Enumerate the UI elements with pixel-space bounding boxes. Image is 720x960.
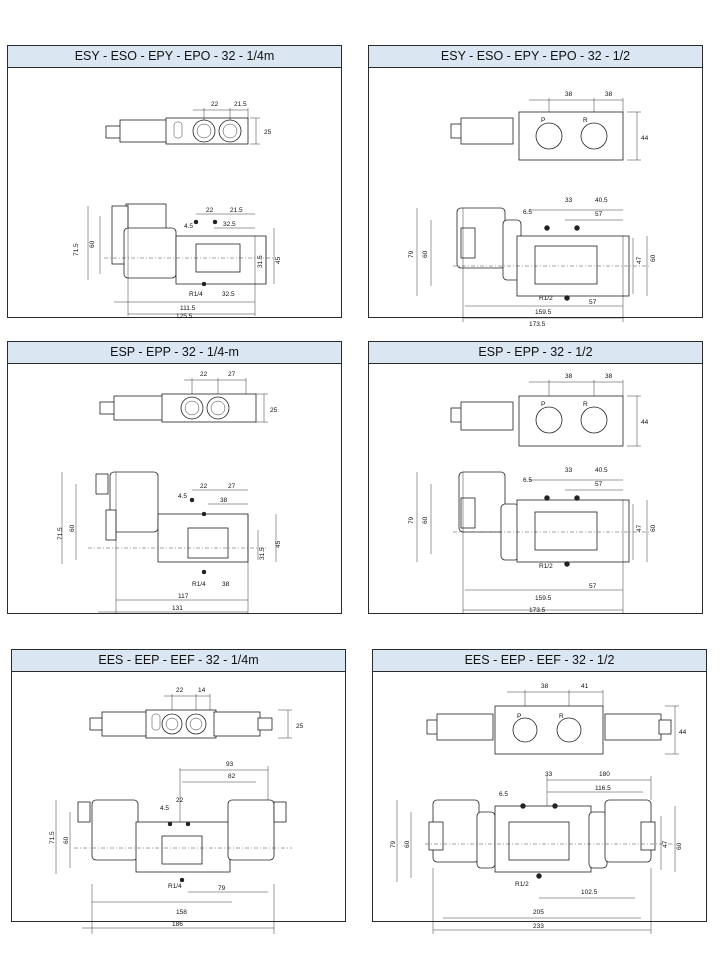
panel-title: ESY - ESO - EPY - EPO - 32 - 1/2: [369, 46, 702, 68]
dim-label: 117: [178, 593, 189, 600]
valve-drawing: [369, 68, 704, 328]
dim-label: 31.5: [257, 255, 264, 268]
dim-label: 158: [176, 909, 187, 916]
panel-ees-1-2: [372, 649, 707, 930]
dim-label: R1/4: [189, 291, 203, 298]
front-view: [408, 197, 657, 328]
dim-label: 57: [589, 583, 597, 590]
dim-label: 44: [679, 729, 687, 736]
panel-title: ESY - ESO - EPY - EPO - 32 - 1/4m: [8, 46, 341, 68]
port-label: R: [583, 117, 588, 124]
dim-label: 4.5: [184, 223, 194, 230]
top-view: [451, 373, 649, 446]
dim-label: 60: [422, 250, 429, 258]
dim-label: 57: [595, 211, 603, 218]
dim-label: 44: [641, 419, 649, 426]
front-view: [49, 761, 292, 934]
panel-title: ESP - EPP - 32 - 1/4-m: [8, 342, 341, 364]
dim-label: 25: [296, 723, 304, 730]
top-view: [451, 91, 649, 160]
dim-label: 38: [222, 581, 230, 588]
dim-label: 159.5: [535, 309, 552, 316]
top-view: [106, 101, 272, 144]
valve-drawing: [373, 672, 708, 930]
dim-label: 22: [206, 207, 214, 214]
drawing: [369, 364, 702, 613]
dim-label: 40.5: [595, 467, 608, 474]
dim-label: 159.5: [535, 595, 552, 602]
dim-label: 71.5: [73, 243, 80, 256]
dim-label: 31.5: [259, 547, 266, 560]
dim-label: 60: [676, 842, 683, 850]
dim-label: 22: [211, 101, 219, 108]
dim-label: 102.5: [581, 889, 598, 896]
panel-esp-1-4: [7, 341, 342, 614]
valve-drawing: [8, 68, 343, 319]
dim-label: 60: [404, 840, 411, 848]
dim-label: 60: [422, 516, 429, 524]
panel-esy-1-4: [7, 45, 342, 318]
valve-drawing: [12, 672, 347, 928]
port-label: R: [583, 401, 588, 408]
panel-esy-1-2: [368, 45, 703, 328]
panel-esp-1-2: [368, 341, 703, 614]
dim-label: 4.5: [160, 805, 170, 812]
dim-label: 25: [264, 129, 272, 136]
dim-label: 57: [589, 299, 597, 306]
panel-title: ESP - EPP - 32 - 1/2: [369, 342, 702, 364]
dim-label: R1/2: [515, 881, 529, 888]
drawing: [8, 68, 341, 320]
dim-label: 22: [200, 483, 208, 490]
dim-label: 173.5: [529, 321, 546, 328]
dim-label: 22: [176, 797, 184, 804]
dim-label: 82: [228, 773, 236, 780]
dim-label: R1/4: [168, 883, 182, 890]
port-label: P: [517, 713, 522, 720]
valve-drawing: [369, 364, 704, 615]
dim-label: R1/2: [539, 563, 553, 570]
drawing: [12, 672, 345, 928]
dim-label: 22: [176, 687, 184, 694]
dim-label: 60: [89, 240, 96, 248]
dim-label: 205: [533, 909, 544, 916]
dim-label: 25: [270, 407, 278, 414]
dim-label: 47: [636, 256, 643, 264]
dim-label: 79: [408, 250, 415, 258]
dim-label: 60: [650, 254, 657, 262]
panel-ees-1-4: [11, 649, 346, 928]
dim-label: 21.5: [234, 101, 247, 108]
dim-label: 45: [275, 256, 282, 264]
dim-label: 173.5: [529, 607, 546, 614]
dim-label: 6.5: [523, 209, 533, 216]
dim-label: 71.5: [49, 831, 56, 844]
port-label: R: [559, 713, 564, 720]
dim-label: 32.5: [223, 221, 236, 228]
drawing: [369, 68, 702, 328]
port-label: P: [541, 401, 546, 408]
front-view: [408, 467, 657, 614]
dim-label: 6.5: [523, 477, 533, 484]
dim-label: 33: [565, 467, 573, 474]
dim-label: 125.5: [176, 313, 193, 320]
dim-label: 79: [408, 516, 415, 524]
dim-label: 33: [545, 771, 553, 778]
dim-label: 233: [533, 923, 544, 930]
dim-label: 60: [650, 524, 657, 532]
top-view: [90, 687, 304, 738]
dim-label: 79: [218, 885, 226, 892]
dim-label: 116.5: [595, 785, 611, 792]
dim-label: 32.5: [222, 291, 235, 298]
front-view: [57, 472, 282, 614]
dim-label: 33: [565, 197, 573, 204]
dim-label: 57: [595, 481, 603, 488]
dim-label: 38: [220, 497, 228, 504]
dim-label: 22: [200, 371, 208, 378]
dim-label: 60: [63, 836, 70, 844]
front-view: [73, 204, 282, 320]
dim-label: 47: [636, 524, 643, 532]
dim-label: 27: [228, 371, 236, 378]
dim-label: 44: [641, 135, 649, 142]
dim-label: 180: [599, 771, 610, 778]
dim-label: 93: [226, 761, 234, 768]
dim-label: 40.5: [595, 197, 608, 204]
dim-label: R1/4: [192, 581, 206, 588]
dim-label: 4.5: [178, 493, 188, 500]
dim-label: 79: [390, 840, 397, 848]
dim-label: 21.5: [230, 207, 243, 214]
front-view: [390, 771, 683, 934]
dim-label: 60: [69, 524, 76, 532]
panel-title: EES - EEP - EEF - 32 - 1/4m: [12, 650, 345, 672]
dim-label: 6.5: [499, 791, 509, 798]
top-view: [100, 371, 278, 422]
dim-label: 47: [662, 840, 669, 848]
drawing: [8, 364, 341, 613]
dim-label: 38: [541, 683, 549, 690]
panel-title: EES - EEP - EEF - 32 - 1/2: [373, 650, 706, 672]
dim-label: 71.5: [57, 527, 64, 540]
dim-label: 38: [605, 373, 613, 380]
dim-label: 45: [275, 540, 282, 548]
dim-label: 186: [172, 921, 183, 928]
dim-label: 111.5: [180, 305, 196, 312]
dim-label: 38: [565, 373, 573, 380]
drawing: [373, 672, 706, 930]
dim-label: 38: [565, 91, 573, 98]
dim-label: 131: [172, 605, 183, 612]
dim-label: 38: [605, 91, 613, 98]
dim-label: 14: [198, 687, 206, 694]
dim-label: 41: [581, 683, 589, 690]
dim-label: R1/2: [539, 295, 553, 302]
dim-label: 27: [228, 483, 236, 490]
top-view: [427, 683, 687, 754]
port-label: P: [541, 117, 546, 124]
valve-drawing: [8, 364, 343, 615]
